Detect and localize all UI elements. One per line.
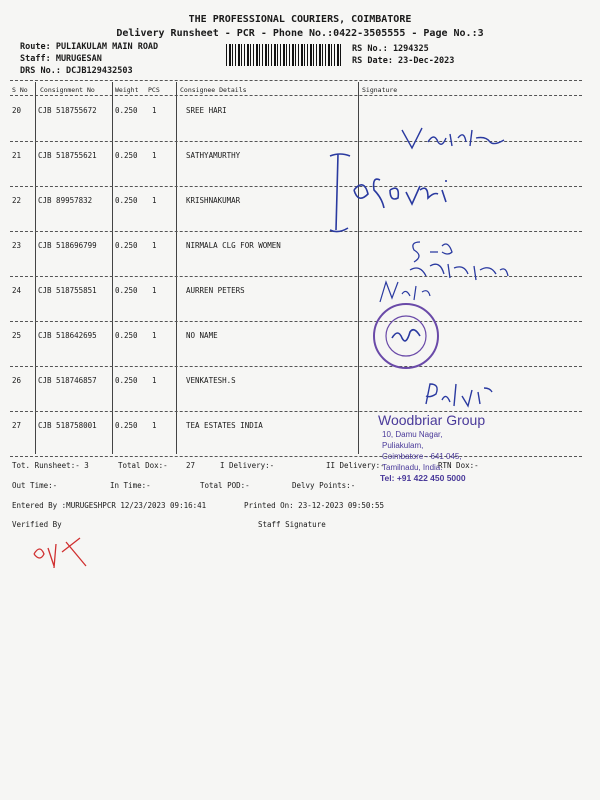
row-consignment-no: CJB 518755672: [38, 106, 97, 115]
staff-signature: Staff Signature: [258, 520, 326, 529]
stamp-address-1: 10, Damu Nagar,: [382, 430, 443, 439]
row-weight: 0.250: [115, 196, 138, 205]
stamp-company: Woodbriar Group: [378, 412, 486, 428]
total-dox-value: 27: [186, 461, 196, 470]
rs-date: RS Date: 23-Dec-2023: [352, 56, 455, 66]
row-pcs: 1: [152, 421, 157, 430]
row-divider: [10, 366, 582, 367]
row-pcs: 1: [152, 151, 157, 160]
col-header-consignee: Consignee Details: [180, 86, 247, 94]
out-time: Out Time:-: [12, 481, 58, 490]
col-header-signature: Signature: [362, 86, 398, 94]
barcode: [226, 44, 342, 66]
row-weight: 0.250: [115, 106, 138, 115]
drs-label: DRS No.: DCJB129432503: [20, 66, 133, 76]
column-divider: [358, 82, 359, 454]
column-divider: [112, 82, 113, 454]
row-sno: 20: [12, 106, 22, 115]
delvy-points: Delvy Points:-: [292, 481, 356, 490]
row-consignee: AURREN PETERS: [186, 286, 245, 295]
ii-delivery: II Delivery:-: [326, 461, 385, 470]
row-pcs: 1: [152, 196, 157, 205]
row-weight: 0.250: [115, 421, 138, 430]
row-consignee: NO NAME: [186, 331, 218, 340]
row-consignment-no: CJB 518755621: [38, 151, 97, 160]
row-consignee: VENKATESH.S: [186, 376, 236, 385]
col-header-weight: Weight: [115, 86, 139, 94]
row-sno: 27: [12, 421, 22, 430]
row-divider: [10, 231, 582, 232]
row-sno: 25: [12, 331, 22, 340]
row-consignee: SREE HARI: [186, 106, 227, 115]
total-pod: Total POD:-: [200, 481, 250, 490]
row-divider: [10, 321, 582, 322]
red-pen-mark: [26, 534, 96, 578]
row-consignee: TEA ESTATES INDIA: [186, 421, 263, 430]
col-header-consignment: Consignment No: [40, 86, 95, 94]
column-divider: [35, 82, 36, 454]
row-weight: 0.250: [115, 331, 138, 340]
stamp-phone: Tel: +91 422 450 5000: [380, 473, 466, 483]
row-sno: 21: [12, 151, 22, 160]
runsheet-title: THE PROFESSIONAL COURIERS, COIMBATORE: [188, 14, 412, 25]
signature-row-22: [324, 150, 474, 244]
column-divider: [176, 82, 177, 454]
col-header-sno: S No: [12, 86, 28, 94]
entered-by: Entered By :MURUGESHPCR 12/23/2023 09:16:41: [12, 501, 207, 510]
rtn-dox: RTN Dox:-: [438, 461, 479, 470]
row-weight: 0.250: [115, 376, 138, 385]
row-divider: [10, 456, 582, 457]
printed-on: Printed On: 23-12-2023 09:50:55: [244, 501, 384, 510]
i-delivery: I Delivery:-: [220, 461, 275, 470]
total-dox-label: Total Dox:-: [118, 461, 168, 470]
stamp-address-3: Coimbatore - 641 045,: [382, 452, 462, 461]
row-consignment-no: CJB 89957832: [38, 196, 93, 205]
stamp-address-4: Tamilnadu, India.: [382, 463, 443, 472]
row-weight: 0.250: [115, 151, 138, 160]
row-sno: 26: [12, 376, 22, 385]
row-weight: 0.250: [115, 286, 138, 295]
row-consignment-no: CJB 518642695: [38, 331, 97, 340]
row-pcs: 1: [152, 331, 157, 340]
row-consignee: NIRMALA CLG FOR WOMEN: [186, 241, 281, 250]
in-time: In Time:-: [110, 481, 151, 490]
row-consignment-no: CJB 518755851: [38, 286, 97, 295]
round-seal: [370, 300, 442, 376]
row-sno: 24: [12, 286, 22, 295]
row-sno: 23: [12, 241, 22, 250]
verified-by: Verified By: [12, 520, 62, 529]
row-consignment-no: CJB 518696799: [38, 241, 97, 250]
row-consignment-no: CJB 518746857: [38, 376, 97, 385]
row-sno: 22: [12, 196, 22, 205]
row-weight: 0.250: [115, 241, 138, 250]
row-pcs: 1: [152, 241, 157, 250]
rs-number: RS No.: 1294325: [352, 44, 429, 54]
row-consignee: KRISHNAKUMAR: [186, 196, 241, 205]
row-pcs: 1: [152, 376, 157, 385]
row-pcs: 1: [152, 106, 157, 115]
table-header-rule: [10, 95, 582, 96]
staff-label: Staff: MURUGESAN: [20, 54, 102, 64]
row-consignee: SATHYAMURTHY: [186, 151, 241, 160]
row-divider: [10, 186, 582, 187]
runsheet-subtitle: Delivery Runsheet - PCR - Phone No.:0422-3505555 - Page No.:3: [116, 28, 484, 39]
row-pcs: 1: [152, 286, 157, 295]
route-label: Route: PULIAKULAM MAIN ROAD: [20, 42, 159, 52]
col-header-pcs: PCS: [148, 86, 160, 94]
table-top-rule: [10, 80, 582, 81]
stamp-address-2: Puliakulam,: [382, 441, 424, 450]
row-consignment-no: CJB 518758001: [38, 421, 97, 430]
tot-runsheet: Tot. Runsheet:- 3: [12, 461, 89, 470]
